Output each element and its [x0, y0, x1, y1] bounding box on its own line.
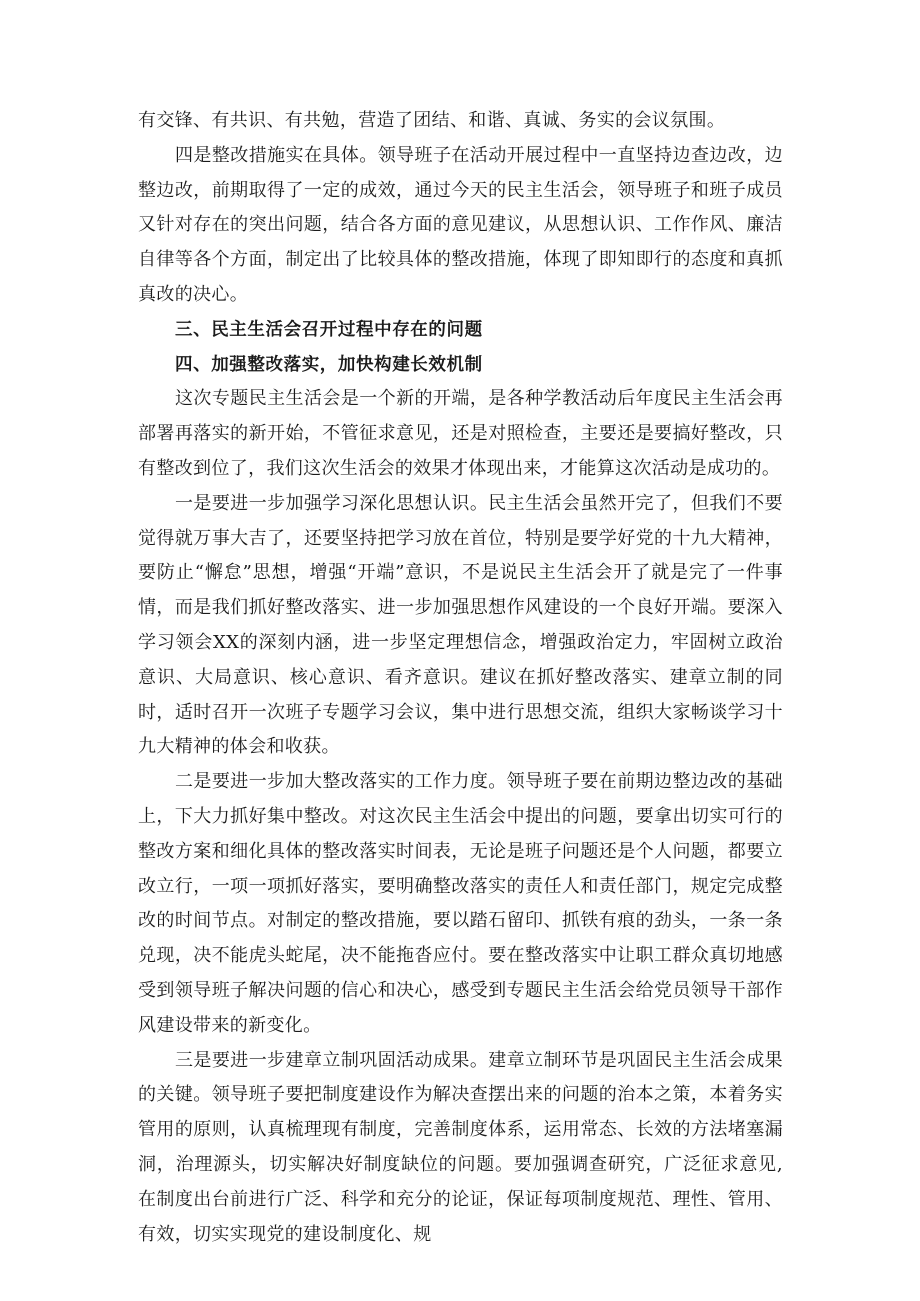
document-page	[138, 104, 783, 1252]
paragraph-study: 一是要进一步加强学习深化思想认识。民主生活会虽然开完了，但我们不要觉得就万事大吉了，还要坚持把学习放在首位，特别是要学好党的十九大精神，要防止“懈怠”思想，增强“开端”意识，不是说民主生活会开了就是完了一件事情，而是我们抓好整改落实、进一步加强思想作风建设的一个良好开端。要深入学习领会XX的深刻内涵，进一步坚定理想信念，增强政治定力，牢固树立政治意识、大局意识、核心意识、看齐意识。建议在抓好整改落实、建章立制的同时，适时召开一次班子专题学习会议，集中进行思想交流，组织大家畅谈学习十九大精神的体会和收获。	[138, 492, 784, 758]
paragraph-continuation: 有交锋、有共识、有共勉，营造了团结、和谐、真诚、务实的会议氛围。	[138, 110, 726, 131]
paragraph-institution-building: 三是要进一步建章立制巩固活动成果。建章立制环节是巩固民主生活会成果的关键。领导班子要把制度建设作为解决查摆出来的问题的治本之策，本着务实管用的原则，认真梳理现有制度，完善制度体系，运用常态、长效的方法堵塞漏洞，治理源头，切实解决好制度缺位的问题。要加强调查研究，广泛征求意见,在制度出台前进行广泛、科学和充分的论证，保证每项制度规范、理性、管用、有效，切实实现党的建设制度化、规	[138, 1049, 783, 1245]
section-heading-strengthen-rectification: 四、加强整改落实，加快构建长效机制	[175, 354, 483, 375]
paragraph-new-beginning: 这次专题民主生活会是一个新的开端，是各种学教活动后年度民主生活会再部署再落实的新开始，不管征求意见，还是对照检查，主要还是要搞好整改，只有整改到位了，我们这次生活会的效果才体现出来，才能算这次活动是成功的。	[138, 388, 783, 479]
section-heading-problems: 三、民主生活会召开过程中存在的问题	[175, 319, 483, 340]
paragraph-rectification-effort: 二是要进一步加大整改落实的工作力度。领导班子要在前期边整边改的基础上，下大力抓好集中整改。对这次民主生活会中提出的问题，要拿出切实可行的整改方案和细化具体的整改落实时间表，无论是班子问题还是个人问题，都要立改立行，一项一项抓好落实，要明确整改落实的责任人和责任部门，规定完成整改的时间节点。对制定的整改措施，要以踏石留印、抓铁有痕的劲头，一条一条兑现，决不能虎头蛇尾，决不能拖沓应付。要在整改落实中让职工群众真切地感受到领导班子解决问题的信心和决心，感受到专题民主生活会给党员领导干部作风建设带来的新变化。	[138, 771, 783, 1036]
paragraph-rectification-measures: 四是整改措施实在具体。领导班子在活动开展过程中一直坚持边查边改，边整边改，前期取得了一定的成效，通过今天的民主生活会，领导班子和班子成员又针对存在的突出问题，结合各方面的意见建议，从思想认识、工作作风、廉洁自律等各个方面，制定出了比较具体的整改措施，体现了即知即行的态度和真抓真改的决心。	[138, 144, 783, 305]
